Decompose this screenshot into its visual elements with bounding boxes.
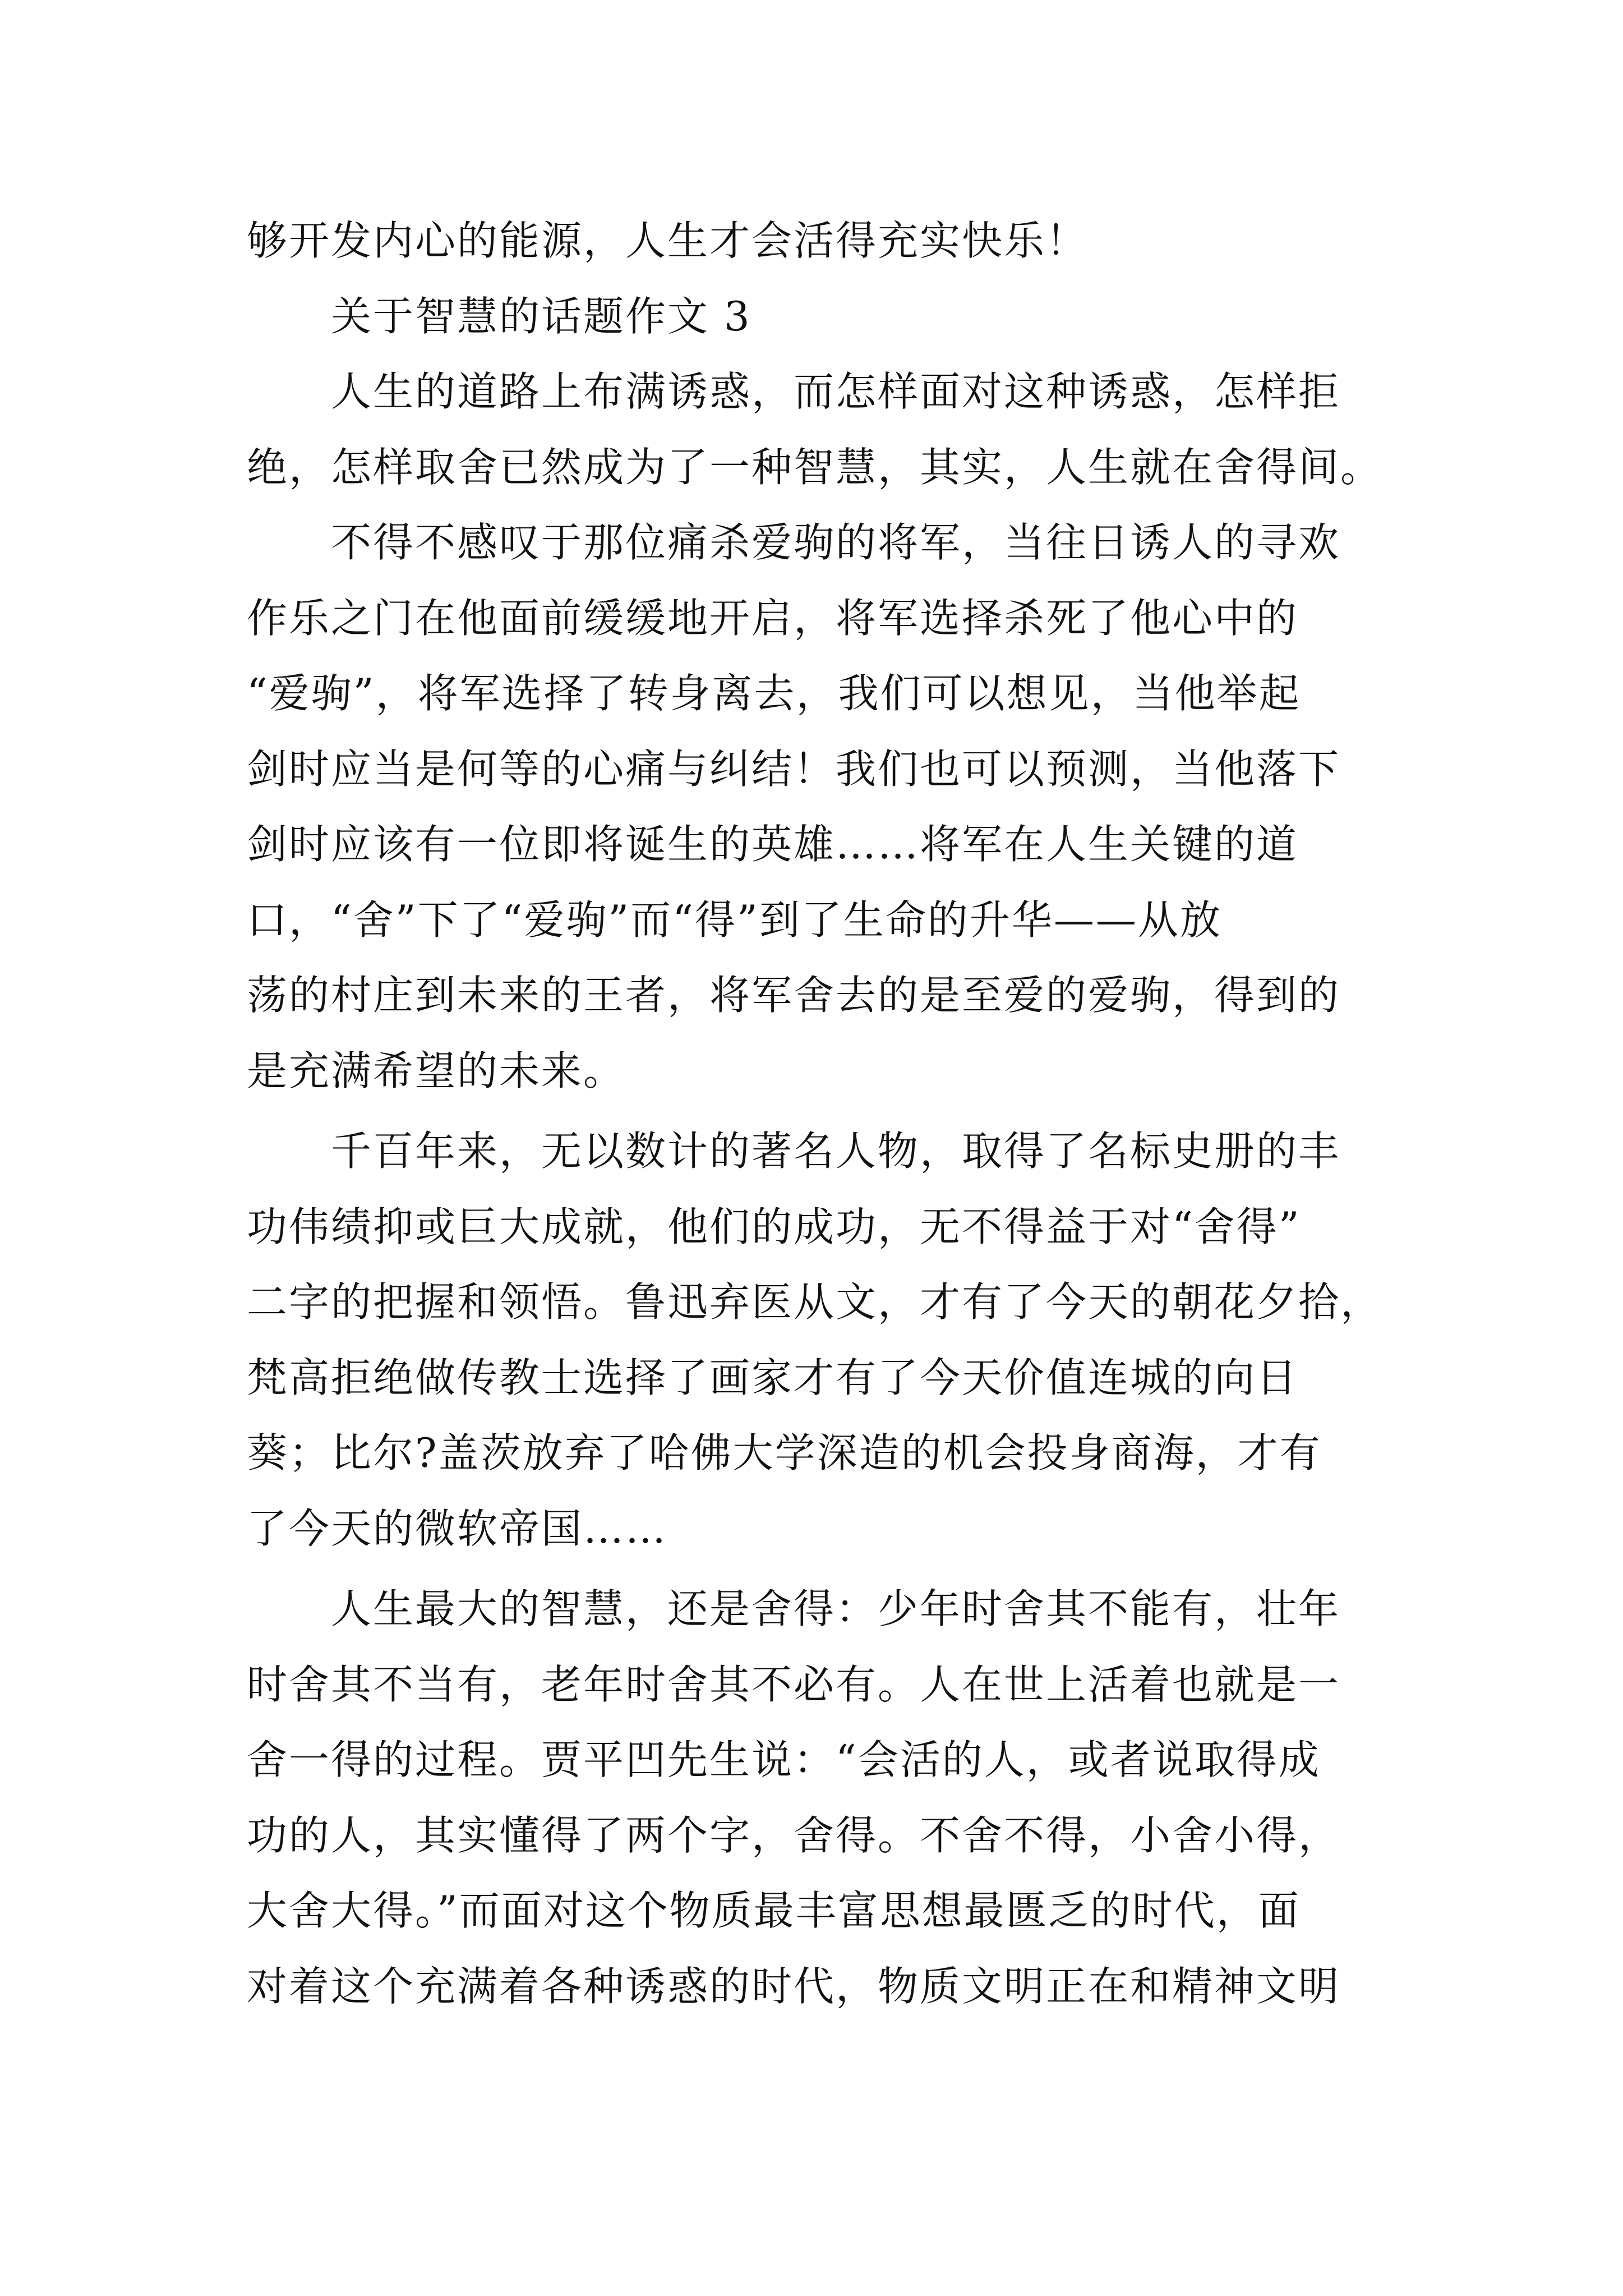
paragraph-line: 葵；比尔?盖茨放弃了哈佛大学深造的机会投身商海，才有 [247,1429,1322,1476]
paragraph-line: 绝，怎样取舍已然成为了一种智慧，其实，人生就在舍得间。 [247,443,1383,491]
paragraph-line: “爱驹”，将军选择了转身离去，我们可以想见，当他举起 [247,670,1301,717]
paragraph-line: 剑时应该有一位即将诞生的英雄……将军在人生关键的道 [247,821,1299,868]
section-heading: 关于智慧的话题作文 3 [331,292,751,340]
text-line: 够开发内心的能源，人生才会活得充实快乐！ [247,217,1089,264]
paragraph-line: 大舍大得。”而面对这个物质最丰富思想最匮乏的时代，面 [247,1887,1301,1934]
paragraph-line: 作乐之门在他面前缓缓地开启，将军选择杀死了他心中的 [247,594,1299,642]
paragraph-line: 功的人，其实懂得了两个字，舍得。不舍不得，小舍小得， [247,1811,1341,1859]
paragraph-line: 不得不感叹于那位痛杀爱驹的将军，当往日诱人的寻欢 [331,519,1341,566]
paragraph-gap [247,1108,1391,1114]
paragraph-gap [247,1566,1391,1571]
paragraph-line: 梵高拒绝做传教士选择了画家才有了今天价值连城的向日 [247,1354,1299,1401]
paragraph-line: 剑时应当是何等的心痛与纠结！我们也可以预测，当他落下 [247,745,1341,793]
paragraph-line: 口，“舍”下了“爱驹”而“得”到了生命的升华——从放 [247,896,1222,944]
paragraph-line: 了今天的微软帝国…… [247,1504,668,1552]
essay-text [247,203,1391,2024]
paragraph-line: 二字的把握和领悟。鲁迅弃医从文，才有了今天的朝花夕拾， [247,1278,1383,1326]
paragraph-line: 荡的村庄到未来的王者，将军舍去的是至爱的爱驹，得到的 [247,972,1341,1019]
paragraph-line: 对着这个充满着各种诱惑的时代，物质文明正在和精神文明 [247,1962,1341,2010]
paragraph-line: 舍一得的过程。贾平凹先生说：“会活的人，或者说取得成 [247,1736,1321,1783]
paragraph-line: 是充满希望的未来。 [247,1047,626,1094]
paragraph-line: 人生最大的智慧，还是舍得：少年时舍其不能有，壮年 [331,1585,1341,1632]
paragraph-line: 人生的道路上布满诱惑，而怎样面对这种诱惑，怎样拒 [331,368,1341,415]
paragraph-line: 时舍其不当有，老年时舍其不必有。人在世上活着也就是一 [247,1660,1341,1708]
paragraph-line: 千百年来，无以数计的著名人物，取得了名标史册的丰 [331,1128,1341,1175]
paragraph-line: 功伟绩抑或巨大成就，他们的成功，无不得益于对“舍得” [247,1203,1301,1250]
